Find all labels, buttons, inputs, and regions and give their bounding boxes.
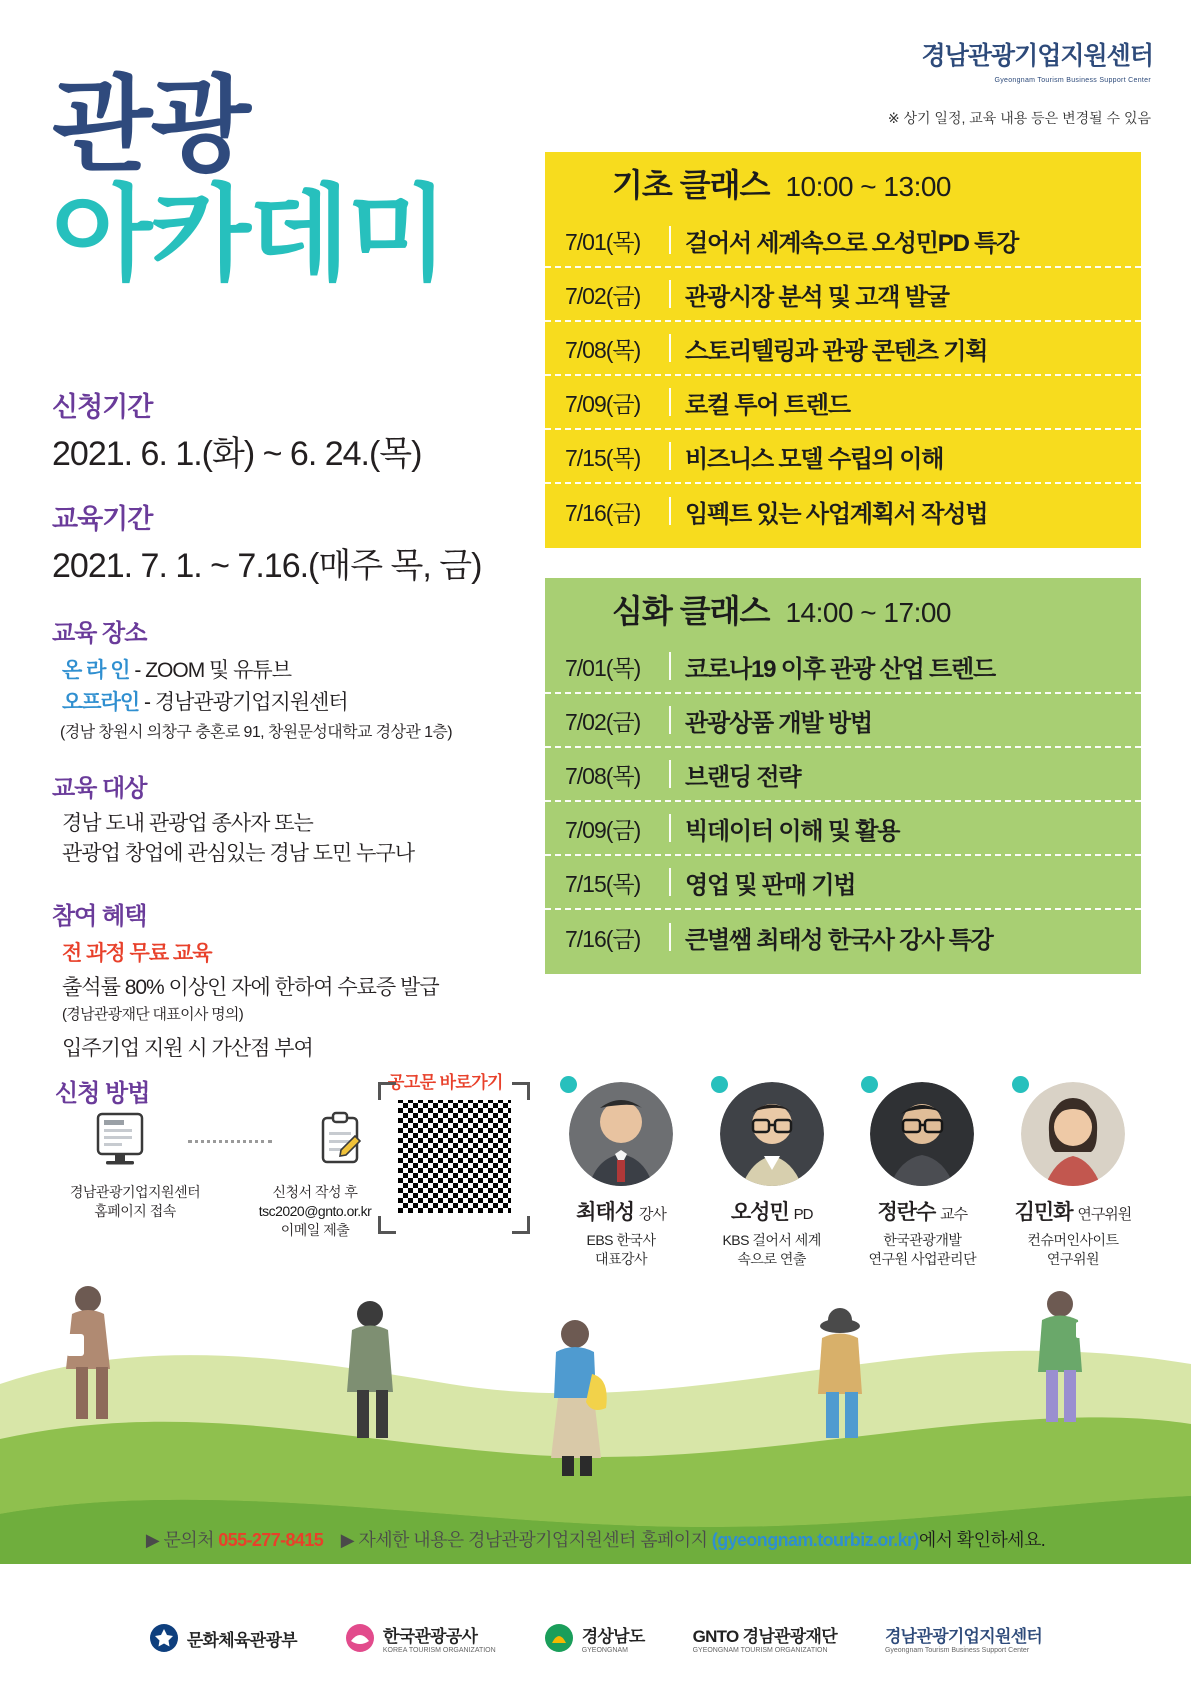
advanced-class-title: 심화 클래스 [612,593,770,629]
title-line-2: 아카데미 [52,177,446,294]
logo-mcst [149,1623,297,1653]
page-title [52,68,446,294]
speaker-dot-marker [711,1076,728,1093]
detail-prefix: ▶ 자세한 내용은 경남관광기업지원센터 홈페이지 [340,1530,708,1550]
logo-gnto [693,1622,837,1654]
brand-logo-text: 경남관광기업지원센터 [921,42,1153,70]
row-date: 7/01(목) [565,654,641,681]
logo-sublabel: GYEONGNAM [581,1647,628,1654]
row-title: 걸어서 세계속으로 오성민PD 특강 [685,229,1019,257]
schedule-change-notice: ※ 상기 일정, 교육 내용 등은 변경될 수 있음 [887,110,1151,126]
monitor-icon [93,1110,147,1173]
footer-logos [0,1622,1191,1654]
government-emblem-icon [149,1623,179,1653]
logo-label: 경남관광기업지원센터 [884,1627,1043,1646]
row-title: 로컬 투어 트렌드 [685,391,850,419]
step-connector-dots [188,1140,272,1143]
speaker-role: 교수 [940,1206,968,1223]
logo-label: 경상남도 [581,1627,645,1646]
speaker-name: 김민화 연구위원 [1014,1201,1132,1224]
table-row [545,640,1141,694]
advanced-class-time: 14:00 ~ 17:00 [785,597,951,628]
table-row [545,748,1141,802]
logo-gyeongnam [544,1622,645,1654]
contact-tel[interactable]: 055-277-8415 [218,1530,324,1550]
table-row [545,694,1141,748]
table-row [545,484,1141,538]
logo-label-wrap [693,1622,837,1654]
benefit-free: 전 과정 무료 교육 [62,941,212,965]
row-title: 관광시장 분석 및 고객 발굴 [685,283,949,311]
speaker-name: 정란수 교수 [877,1201,968,1224]
apply-step-2-caption: 신청서 작성 후 tsc2020@gnto.or.kr 이메일 제출 [230,1183,400,1240]
logo-label: GNTO 경남관광재단 [692,1627,837,1646]
row-title: 빅데이터 이해 및 활용 [685,817,900,845]
place-online-key: 온 라 인 [62,659,130,682]
row-date: 7/08(목) [565,762,641,789]
row-date: 7/15(목) [565,870,641,897]
landscape-illustration [0,1264,1191,1684]
row-title: 스토리텔링과 관광 콘텐츠 기획 [685,337,988,365]
speaker-card [552,1082,690,1269]
basic-class-table [545,208,1141,548]
speaker-dot-marker [861,1076,878,1093]
advanced-class-table [545,634,1141,974]
place-offline-key: 오프라인 [62,691,140,714]
row-date: 7/16(금) [565,925,641,952]
row-date: 7/08(목) [565,336,641,363]
benefit-certificate-note: (경남관광재단 대표이사 명의) [62,1006,244,1024]
target-line-1: 경남 도내 관광업 종사자 또는 [62,812,313,835]
qr-code[interactable] [392,1094,517,1219]
place-label: 교육 장소 [52,620,147,647]
row-title: 관광상품 개발 방법 [685,709,872,737]
logo-kto [345,1622,496,1654]
avatar [720,1082,824,1186]
table-row [545,910,1141,964]
row-date: 7/09(금) [565,816,641,843]
apply-email: tsc2020@gnto.or.kr [258,1202,372,1219]
avatar [1021,1082,1125,1186]
logo-label-wrap [383,1622,496,1654]
row-date: 7/09(금) [565,390,641,417]
benefit-certificate: 출석률 80% 이상인 자에 한하여 수료증 발급 [62,975,439,999]
logo-sublabel: KOREA TOURISM ORGANIZATION [382,1647,496,1654]
basic-class-time: 10:00 ~ 13:00 [785,171,951,202]
apply-period-label: 신청기간 [52,392,153,422]
basic-class-title: 기초 클래스 [612,167,770,203]
info-column [52,385,552,1065]
table-row [545,430,1141,484]
logo-label-wrap [885,1622,1042,1654]
footer-contact-line [0,1526,1191,1552]
speaker-card [853,1082,991,1269]
apply-method-label: 신청 방법 [55,1080,150,1107]
edu-period-label: 교육기간 [52,504,153,534]
basic-class-title-wrap [612,160,951,206]
apply-step-1-caption: 경남관광기업지원센터 홈페이지 접속 [69,1184,201,1219]
row-title: 코로나19 이후 관광 산업 트렌드 [685,655,995,683]
row-date: 7/02(금) [565,282,641,309]
row-title: 브랜딩 전략 [685,763,801,791]
speaker-name: 최태성 강사 [576,1201,666,1224]
edu-period-value: 2021. 7. 1. ~ 7.16.(매주 목, 금) [52,547,482,585]
detail-suffix: 에서 확인하세요. [918,1530,1046,1550]
apply-method-steps [60,1110,400,1240]
speaker-dot-marker [1012,1076,1029,1093]
place-online-row [62,654,552,684]
speaker-description: KBS 걸어서 세계 속으로 연출 [722,1232,821,1267]
advanced-class-title-wrap [612,586,951,632]
benefit-label: 참여 혜택 [52,902,147,930]
row-date: 7/02(금) [565,708,641,735]
logo-label: 한국관광공사 [382,1627,478,1646]
row-date: 7/01(목) [565,228,641,255]
logo-label: 문화체육관광부 [186,1630,297,1650]
title-line-1: 관광 [52,68,249,184]
target-line-2: 관광업 창업에 관심있는 경남 도민 누구나 [62,842,415,866]
row-date: 7/15(목) [565,444,641,471]
speaker-name: 오성민 PD [730,1201,813,1224]
place-online-value: - ZOOM 및 유튜브 [134,659,292,682]
table-row [545,214,1141,268]
target-label: 교육 대상 [52,775,147,802]
speaker-card [703,1082,841,1269]
row-title: 비즈니스 모델 수립의 이해 [685,445,944,473]
row-title: 임펙트 있는 사업계획서 작성법 [685,500,988,528]
table-row [545,376,1141,430]
speakers-section [552,1082,1142,1269]
homepage-url[interactable]: (gyeongnam.tourbiz.or.kr) [711,1530,919,1550]
avatar [569,1082,673,1186]
kto-emblem-icon [345,1623,375,1653]
logo-sublabel: GYEONGNAM TOURISM ORGANIZATION [692,1647,828,1654]
speaker-role: 강사 [638,1206,666,1223]
place-offline-row [62,686,552,716]
qr-label: 공고문 바로가기 [388,1073,503,1092]
speaker-description: 한국관광개발 연구원 사업관리단 [868,1232,977,1267]
speaker-role: 연구위원 [1077,1206,1132,1223]
speaker-description: 컨슈머인사이트 연구위원 [1027,1232,1119,1267]
clipboard-icon [315,1110,365,1173]
speaker-description: EBS 한국사 대표강사 [586,1232,656,1267]
avatar [870,1082,974,1186]
apply-period-value: 2021. 6. 1.(화) ~ 6. 24.(목) [52,435,422,473]
table-row [545,802,1141,856]
table-row [545,268,1141,322]
contact-prefix: ▶ 문의처 [145,1530,214,1550]
speaker-card [1004,1082,1142,1269]
benefit-extra: 입주기업 지원 시 가산점 부여 [62,1037,313,1061]
gyeongnam-emblem-icon [544,1623,574,1653]
brand-logo [893,30,1153,84]
logo-tsc [885,1622,1042,1654]
logo-label-wrap [582,1622,645,1654]
table-row [545,856,1141,910]
speaker-dot-marker [560,1076,577,1093]
logo-sublabel: Gyeongnam Tourism Business Support Center [884,1647,1030,1654]
speaker-role: PD [793,1206,813,1223]
row-title: 영업 및 판매 기법 [685,871,856,899]
place-address: (경남 창원시 의창구 충혼로 91, 창원문성대학교 경상관 1층) [60,724,452,741]
row-date: 7/16(금) [565,499,641,526]
row-title: 큰별쌤 최태성 한국사 강사 특강 [685,926,993,954]
place-offline-value: - 경남관광기업지원센터 [144,691,348,714]
table-row [545,322,1141,376]
brand-logo-subtext: Gyeongnam Tourism Business Support Center [994,77,1151,84]
